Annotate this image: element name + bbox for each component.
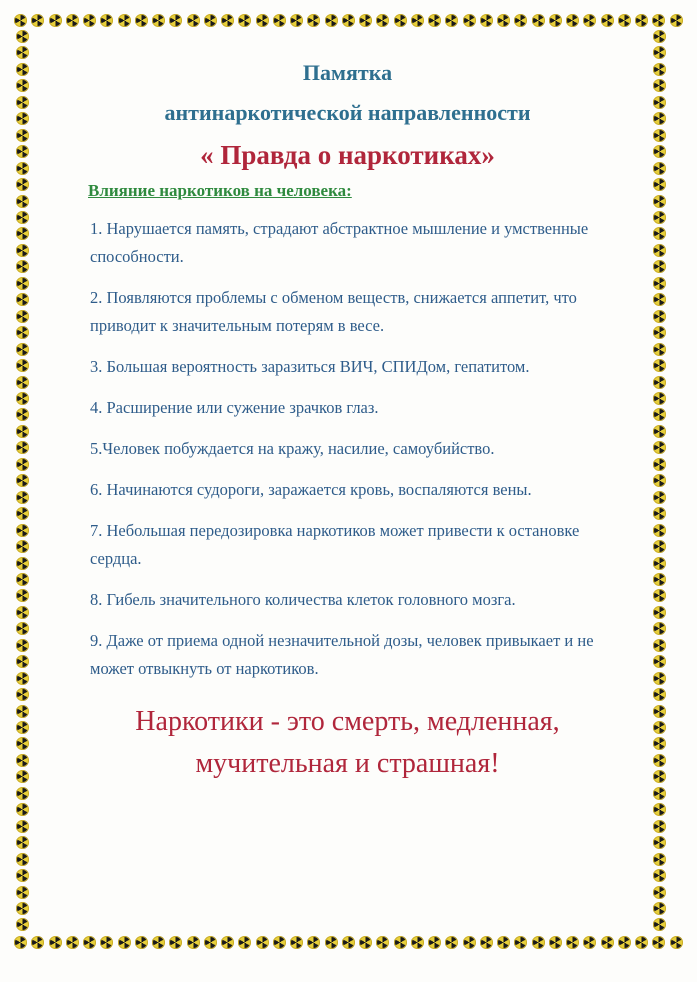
radiation-symbol-icon xyxy=(653,836,666,849)
radiation-symbol-icon xyxy=(152,14,165,27)
radiation-symbol-icon xyxy=(14,936,27,949)
title-main: « Правда о наркотиках» xyxy=(200,140,495,170)
radiation-symbol-icon xyxy=(653,803,666,816)
radiation-symbol-icon xyxy=(653,622,666,635)
radiation-symbol-icon xyxy=(273,14,286,27)
radiation-symbol-icon xyxy=(653,112,666,125)
radiation-symbol-icon xyxy=(653,326,666,339)
radiation-symbol-icon xyxy=(635,936,648,949)
radiation-symbol-icon xyxy=(653,425,666,438)
radiation-symbol-icon xyxy=(653,359,666,372)
radiation-symbol-icon xyxy=(653,639,666,652)
radiation-symbol-icon xyxy=(16,178,29,191)
radiation-symbol-icon xyxy=(16,277,29,290)
radiation-symbol-icon xyxy=(670,14,683,27)
radiation-symbol-icon xyxy=(601,936,614,949)
radiation-symbol-icon xyxy=(566,936,579,949)
radiation-symbol-icon xyxy=(118,936,131,949)
radiation-symbol-icon xyxy=(411,936,424,949)
radiation-symbol-icon xyxy=(653,589,666,602)
radiation-symbol-icon xyxy=(342,936,355,949)
list-item: 5.Человек побуждается на кражу, насилие, самоубийство. xyxy=(90,439,495,458)
radiation-symbol-icon xyxy=(566,14,579,27)
radiation-symbol-icon xyxy=(653,408,666,421)
title-memo: Памятка xyxy=(302,60,393,85)
title-subtitle: антинаркотической направленности xyxy=(164,100,531,125)
radiation-symbol-icon xyxy=(187,14,200,27)
radiation-symbol-icon xyxy=(653,853,666,866)
radiation-symbol-icon xyxy=(463,14,476,27)
radiation-symbol-icon xyxy=(376,14,389,27)
radiation-symbol-icon xyxy=(16,79,29,92)
radiation-symbol-icon xyxy=(652,936,665,949)
radiation-symbol-icon xyxy=(16,112,29,125)
radiation-symbol-icon xyxy=(16,770,29,783)
list-item: 3. Большая вероятность заразиться ВИЧ, СПИДом, гепатитом. xyxy=(90,357,530,376)
list-item: 1. Нарушается память, страдают абстрактное мышление и умственные способности. xyxy=(90,219,589,266)
radiation-symbol-icon xyxy=(16,145,29,158)
radiation-symbol-icon xyxy=(100,936,113,949)
radiation-symbol-icon xyxy=(256,14,269,27)
radiation-symbol-icon xyxy=(653,540,666,553)
radiation-symbol-icon xyxy=(653,507,666,520)
radiation-symbol-icon xyxy=(635,14,648,27)
radiation-symbol-icon xyxy=(532,14,545,27)
radiation-symbol-icon xyxy=(16,655,29,668)
radiation-symbol-icon xyxy=(238,936,251,949)
radiation-symbol-icon xyxy=(16,672,29,685)
radiation-symbol-icon xyxy=(428,936,441,949)
list-item: 2. Появляются проблемы с обменом веществ, снижается аппетит, что приводит к значительным потерям в весе. xyxy=(90,288,577,335)
radiation-symbol-icon xyxy=(16,46,29,59)
radiation-symbol-icon xyxy=(16,721,29,734)
radiation-symbol-icon xyxy=(16,129,29,142)
radiation-symbol-icon xyxy=(16,507,29,520)
radiation-symbol-icon xyxy=(325,936,338,949)
radiation-symbol-icon xyxy=(49,936,62,949)
radiation-symbol-icon xyxy=(653,787,666,800)
radiation-symbol-icon xyxy=(16,688,29,701)
radiation-symbol-icon xyxy=(169,936,182,949)
radiation-symbol-icon xyxy=(16,787,29,800)
radiation-symbol-icon xyxy=(618,14,631,27)
radiation-symbol-icon xyxy=(118,14,131,27)
radiation-symbol-icon xyxy=(204,936,217,949)
radiation-symbol-icon xyxy=(514,936,527,949)
radiation-symbol-icon xyxy=(16,326,29,339)
radiation-symbol-icon xyxy=(16,491,29,504)
radiation-symbol-icon xyxy=(169,14,182,27)
closing-statement xyxy=(60,701,635,785)
radiation-symbol-icon xyxy=(16,589,29,602)
radiation-symbol-icon xyxy=(653,902,666,915)
radiation-symbol-icon xyxy=(238,14,251,27)
radiation-symbol-icon xyxy=(583,936,596,949)
radiation-symbol-icon xyxy=(256,936,269,949)
radiation-symbol-icon xyxy=(653,260,666,273)
list-item: 4. Расширение или сужение зрачков глаз. xyxy=(90,398,379,417)
radiation-symbol-icon xyxy=(653,79,666,92)
radiation-symbol-icon xyxy=(135,14,148,27)
radiation-symbol-icon xyxy=(204,14,217,27)
radiation-symbol-icon xyxy=(653,688,666,701)
border-right xyxy=(651,30,667,932)
radiation-symbol-icon xyxy=(653,754,666,767)
radiation-symbol-icon xyxy=(653,244,666,257)
radiation-symbol-icon xyxy=(653,30,666,43)
radiation-symbol-icon xyxy=(16,211,29,224)
radiation-symbol-icon xyxy=(16,474,29,487)
radiation-symbol-icon xyxy=(16,310,29,323)
radiation-symbol-icon xyxy=(653,63,666,76)
radiation-symbol-icon xyxy=(463,936,476,949)
radiation-symbol-icon xyxy=(653,655,666,668)
radiation-symbol-icon xyxy=(16,227,29,240)
radiation-symbol-icon xyxy=(16,836,29,849)
radiation-symbol-icon xyxy=(653,293,666,306)
radiation-symbol-icon xyxy=(480,936,493,949)
radiation-symbol-icon xyxy=(16,441,29,454)
radiation-symbol-icon xyxy=(16,557,29,570)
radiation-symbol-icon xyxy=(66,14,79,27)
radiation-symbol-icon xyxy=(16,392,29,405)
radiation-symbol-icon xyxy=(653,441,666,454)
radiation-symbol-icon xyxy=(16,918,29,931)
radiation-symbol-icon xyxy=(31,936,44,949)
radiation-symbol-icon xyxy=(49,14,62,27)
radiation-symbol-icon xyxy=(66,936,79,949)
radiation-symbol-icon xyxy=(273,936,286,949)
radiation-symbol-icon xyxy=(221,936,234,949)
radiation-symbol-icon xyxy=(16,803,29,816)
radiation-symbol-icon xyxy=(653,918,666,931)
radiation-symbol-icon xyxy=(653,145,666,158)
radiation-symbol-icon xyxy=(653,96,666,109)
radiation-symbol-icon xyxy=(16,359,29,372)
radiation-symbol-icon xyxy=(670,936,683,949)
border-top xyxy=(14,12,683,28)
radiation-symbol-icon xyxy=(290,14,303,27)
radiation-symbol-icon xyxy=(653,343,666,356)
radiation-symbol-icon xyxy=(653,491,666,504)
radiation-symbol-icon xyxy=(497,936,510,949)
radiation-symbol-icon xyxy=(653,557,666,570)
radiation-symbol-icon xyxy=(653,392,666,405)
radiation-symbol-icon xyxy=(583,14,596,27)
effects-list xyxy=(90,215,620,683)
radiation-symbol-icon xyxy=(653,820,666,833)
list-item: 9. Даже от приема одной незначительной дозы, человек привыкает и не может отвыкнуть от наркотиков. xyxy=(90,631,594,678)
radiation-symbol-icon xyxy=(325,14,338,27)
radiation-symbol-icon xyxy=(514,14,527,27)
radiation-symbol-icon xyxy=(16,869,29,882)
radiation-symbol-icon xyxy=(653,886,666,899)
radiation-symbol-icon xyxy=(480,14,493,27)
radiation-symbol-icon xyxy=(16,343,29,356)
list-item: 6. Начинаются судороги, заражается кровь, воспаляются вены. xyxy=(90,480,532,499)
radiation-symbol-icon xyxy=(16,886,29,899)
radiation-symbol-icon xyxy=(16,408,29,421)
border-left xyxy=(14,30,30,932)
radiation-symbol-icon xyxy=(653,195,666,208)
radiation-symbol-icon xyxy=(16,30,29,43)
radiation-symbol-icon xyxy=(653,162,666,175)
radiation-symbol-icon xyxy=(653,705,666,718)
radiation-symbol-icon xyxy=(16,524,29,537)
radiation-symbol-icon xyxy=(16,244,29,257)
radiation-symbol-icon xyxy=(653,376,666,389)
radiation-symbol-icon xyxy=(653,211,666,224)
radiation-symbol-icon xyxy=(16,820,29,833)
radiation-symbol-icon xyxy=(653,178,666,191)
radiation-symbol-icon xyxy=(653,474,666,487)
radiation-symbol-icon xyxy=(653,573,666,586)
radiation-symbol-icon xyxy=(16,162,29,175)
radiation-symbol-icon xyxy=(16,606,29,619)
radiation-symbol-icon xyxy=(653,606,666,619)
radiation-symbol-icon xyxy=(445,936,458,949)
radiation-symbol-icon xyxy=(16,293,29,306)
radiation-symbol-icon xyxy=(16,754,29,767)
radiation-symbol-icon xyxy=(653,672,666,685)
radiation-symbol-icon xyxy=(394,14,407,27)
radiation-symbol-icon xyxy=(653,277,666,290)
radiation-symbol-icon xyxy=(653,721,666,734)
radiation-symbol-icon xyxy=(601,14,614,27)
radiation-symbol-icon xyxy=(16,63,29,76)
radiation-symbol-icon xyxy=(653,869,666,882)
radiation-symbol-icon xyxy=(307,14,320,27)
radiation-symbol-icon xyxy=(653,129,666,142)
radiation-symbol-icon xyxy=(16,853,29,866)
radiation-symbol-icon xyxy=(549,14,562,27)
radiation-symbol-icon xyxy=(187,936,200,949)
leaflet-content xyxy=(60,40,635,785)
radiation-symbol-icon xyxy=(376,936,389,949)
radiation-symbol-icon xyxy=(618,936,631,949)
radiation-symbol-icon xyxy=(16,458,29,471)
radiation-symbol-icon xyxy=(653,524,666,537)
radiation-symbol-icon xyxy=(653,458,666,471)
radiation-symbol-icon xyxy=(16,425,29,438)
radiation-symbol-icon xyxy=(16,540,29,553)
radiation-symbol-icon xyxy=(16,376,29,389)
radiation-symbol-icon xyxy=(152,936,165,949)
radiation-symbol-icon xyxy=(16,260,29,273)
closing-line-1: Наркотики - это смерть, медленная, xyxy=(135,706,560,737)
radiation-symbol-icon xyxy=(221,14,234,27)
radiation-symbol-icon xyxy=(653,227,666,240)
radiation-symbol-icon xyxy=(16,705,29,718)
radiation-symbol-icon xyxy=(307,936,320,949)
radiation-symbol-icon xyxy=(100,14,113,27)
radiation-symbol-icon xyxy=(411,14,424,27)
radiation-symbol-icon xyxy=(16,573,29,586)
border-bottom xyxy=(14,934,683,950)
radiation-symbol-icon xyxy=(135,936,148,949)
radiation-symbol-icon xyxy=(83,14,96,27)
radiation-symbol-icon xyxy=(16,639,29,652)
radiation-symbol-icon xyxy=(16,96,29,109)
radiation-symbol-icon xyxy=(14,14,27,27)
radiation-symbol-icon xyxy=(31,14,44,27)
radiation-symbol-icon xyxy=(342,14,355,27)
radiation-symbol-icon xyxy=(16,737,29,750)
radiation-symbol-icon xyxy=(653,310,666,323)
radiation-symbol-icon xyxy=(532,936,545,949)
radiation-symbol-icon xyxy=(445,14,458,27)
radiation-symbol-icon xyxy=(16,195,29,208)
radiation-symbol-icon xyxy=(549,936,562,949)
radiation-symbol-icon xyxy=(83,936,96,949)
radiation-symbol-icon xyxy=(428,14,441,27)
radiation-symbol-icon xyxy=(652,14,665,27)
list-item: 8. Гибель значительного количества клеток головного мозга. xyxy=(90,590,516,609)
radiation-symbol-icon xyxy=(359,936,372,949)
radiation-symbol-icon xyxy=(497,14,510,27)
radiation-symbol-icon xyxy=(290,936,303,949)
section-heading: Влияние наркотиков на человека: xyxy=(88,181,352,200)
radiation-symbol-icon xyxy=(653,770,666,783)
radiation-symbol-icon xyxy=(394,936,407,949)
radiation-symbol-icon xyxy=(16,622,29,635)
closing-line-2: мучительная и страшная! xyxy=(195,748,500,779)
radiation-symbol-icon xyxy=(653,46,666,59)
radiation-symbol-icon xyxy=(359,14,372,27)
radiation-symbol-icon xyxy=(16,902,29,915)
radiation-symbol-icon xyxy=(653,737,666,750)
list-item: 7. Небольшая передозировка наркотиков может привести к остановке сердца. xyxy=(90,521,580,568)
